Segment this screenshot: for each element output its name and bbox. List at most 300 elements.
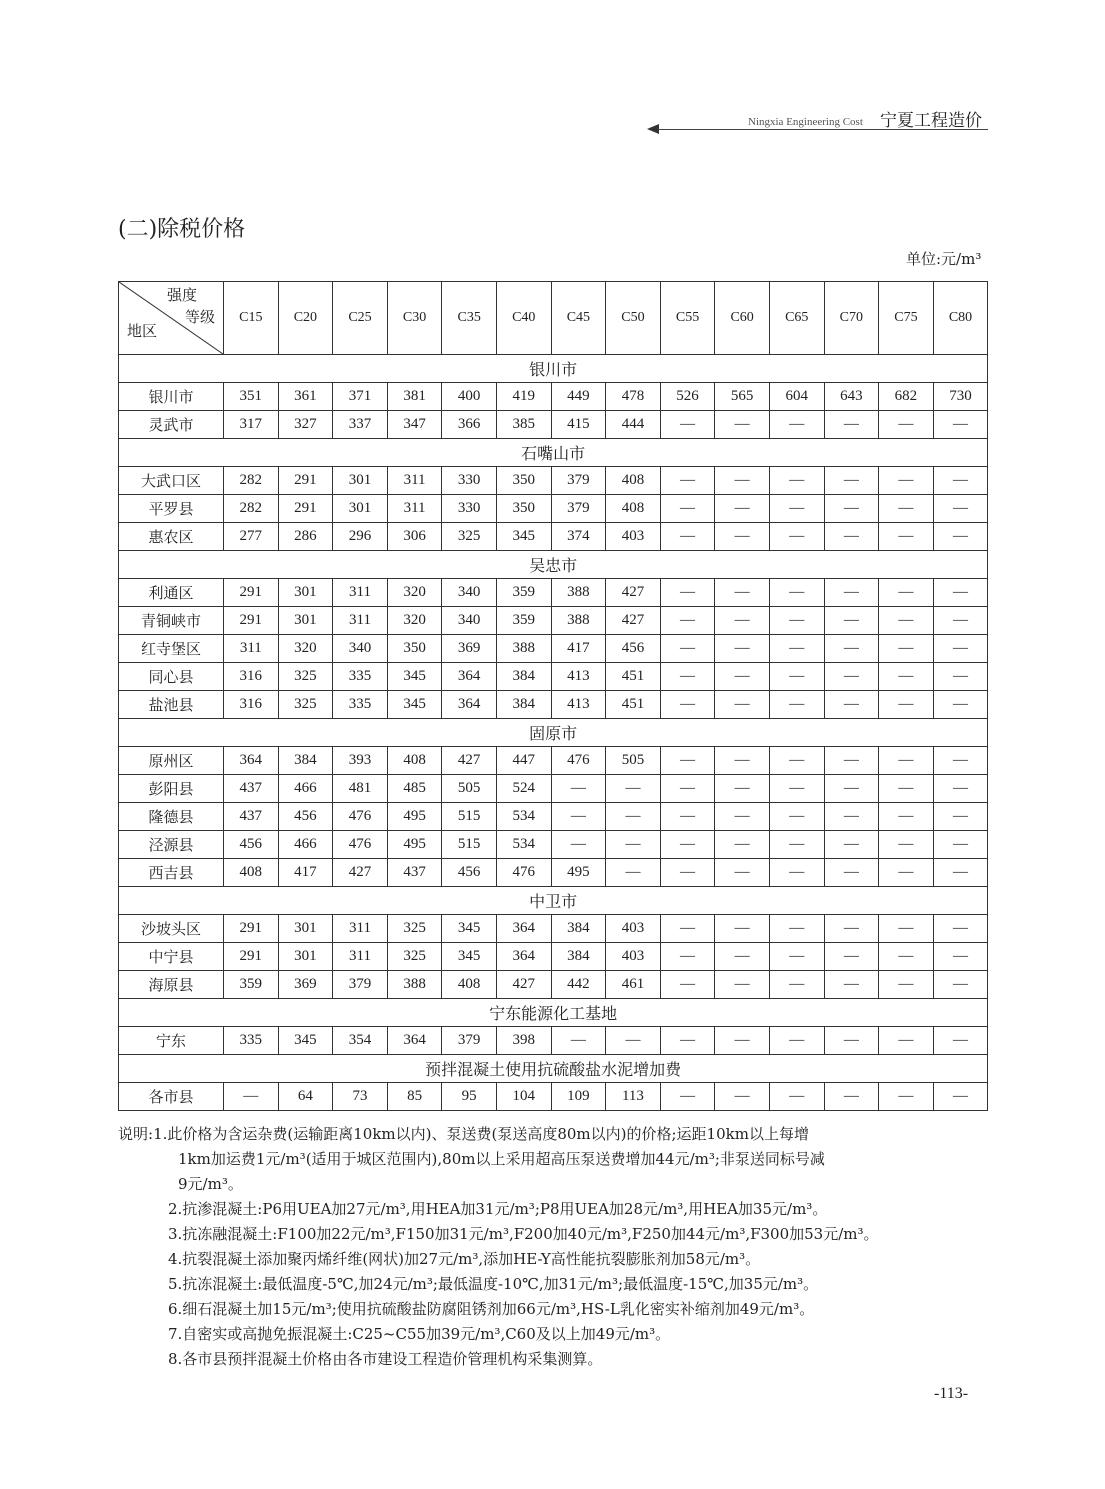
price-cell: 374 bbox=[551, 523, 606, 551]
table-row bbox=[119, 943, 988, 971]
price-cell: 451 bbox=[606, 691, 661, 719]
price-cell: — bbox=[715, 467, 770, 495]
price-cell: — bbox=[715, 523, 770, 551]
area-name-cell: 西吉县 bbox=[119, 859, 224, 887]
area-name-cell: 盐池县 bbox=[119, 691, 224, 719]
price-cell: 350 bbox=[496, 495, 551, 523]
price-cell: 350 bbox=[496, 467, 551, 495]
area-name-cell: 沙坡头区 bbox=[119, 915, 224, 943]
price-cell: — bbox=[933, 607, 988, 635]
price-cell: — bbox=[660, 411, 715, 439]
price-cell: 291 bbox=[278, 467, 333, 495]
corner-grade-label: 等级 bbox=[185, 308, 216, 326]
price-cell: — bbox=[824, 1083, 879, 1111]
price-cell: 335 bbox=[333, 663, 388, 691]
price-cell: 451 bbox=[606, 663, 661, 691]
price-cell: 369 bbox=[442, 635, 497, 663]
price-cell: — bbox=[933, 803, 988, 831]
table-row bbox=[119, 467, 988, 495]
price-cell: 456 bbox=[278, 803, 333, 831]
price-cell: — bbox=[769, 859, 824, 887]
price-cell: 476 bbox=[551, 747, 606, 775]
region-group-row bbox=[119, 887, 988, 915]
price-cell: — bbox=[824, 1027, 879, 1055]
price-cell: — bbox=[660, 607, 715, 635]
price-cell: 415 bbox=[551, 411, 606, 439]
price-cell: 364 bbox=[496, 915, 551, 943]
price-cell: — bbox=[879, 943, 934, 971]
journal-chinese-title: 宁夏工程造价 bbox=[880, 111, 982, 131]
column-header: C45 bbox=[551, 282, 606, 355]
price-cell: 311 bbox=[333, 915, 388, 943]
note-3: 3.抗冻融混凝土:F100加22元/m³,F150加31元/m³,F200加40元/m³,F250加44元/m³,F300加53元/m³。 bbox=[168, 1225, 879, 1243]
price-cell: — bbox=[660, 831, 715, 859]
price-cell: 384 bbox=[278, 747, 333, 775]
note-1-line-2: 1km加运费1元/m³(适用于城区范围内),80m以上采用超高压泵送费增加44元/m³;非泵送同标号减 bbox=[178, 1150, 825, 1168]
price-cell: 340 bbox=[442, 579, 497, 607]
price-cell: 419 bbox=[496, 383, 551, 411]
price-cell: 325 bbox=[387, 943, 442, 971]
price-cell: 413 bbox=[551, 691, 606, 719]
price-cell: — bbox=[769, 411, 824, 439]
price-cell: — bbox=[660, 775, 715, 803]
price-cell: 437 bbox=[224, 803, 279, 831]
corner-strength-label: 强度 bbox=[167, 286, 198, 304]
price-cell: 461 bbox=[606, 971, 661, 999]
note-8: 8.各市县预拌混凝土价格由各市建设工程造价管理机构采集测算。 bbox=[168, 1350, 603, 1368]
price-cell: — bbox=[879, 859, 934, 887]
price-cell: — bbox=[879, 607, 934, 635]
price-cell: — bbox=[551, 803, 606, 831]
area-name-cell: 大武口区 bbox=[119, 467, 224, 495]
price-cell: — bbox=[660, 663, 715, 691]
price-cell: — bbox=[933, 523, 988, 551]
column-header: C30 bbox=[387, 282, 442, 355]
price-cell: — bbox=[660, 691, 715, 719]
price-cell: 495 bbox=[387, 803, 442, 831]
price-cell: 379 bbox=[333, 971, 388, 999]
price-cell: 345 bbox=[496, 523, 551, 551]
note-5: 5.抗冻混凝土:最低温度-5℃,加24元/m³;最低温度-10℃,加31元/m³;最低温度-15℃,加35元/m³。 bbox=[168, 1275, 819, 1293]
price-cell: 495 bbox=[551, 859, 606, 887]
price-cell: 505 bbox=[442, 775, 497, 803]
column-header: C20 bbox=[278, 282, 333, 355]
price-cell: — bbox=[769, 971, 824, 999]
price-cell: 64 bbox=[278, 1083, 333, 1111]
area-name-cell: 利通区 bbox=[119, 579, 224, 607]
note-7: 7.自密实或高抛免振混凝土:C25~C55加39元/m³,C60及以上加49元/m³。 bbox=[168, 1325, 671, 1343]
price-cell: 369 bbox=[278, 971, 333, 999]
price-cell: — bbox=[824, 579, 879, 607]
price-cell: 330 bbox=[442, 495, 497, 523]
price-cell: 364 bbox=[224, 747, 279, 775]
price-cell: 417 bbox=[278, 859, 333, 887]
price-cell: — bbox=[933, 943, 988, 971]
price-cell: 364 bbox=[442, 663, 497, 691]
price-cell: — bbox=[933, 663, 988, 691]
price-cell: 311 bbox=[224, 635, 279, 663]
table-corner-cell bbox=[119, 282, 224, 355]
price-cell: — bbox=[879, 691, 934, 719]
price-cell: 478 bbox=[606, 383, 661, 411]
price-cell: 643 bbox=[824, 383, 879, 411]
area-name-cell: 青铜峡市 bbox=[119, 607, 224, 635]
area-name-cell: 同心县 bbox=[119, 663, 224, 691]
price-cell: — bbox=[715, 1083, 770, 1111]
table-row bbox=[119, 1083, 988, 1111]
price-cell: — bbox=[824, 691, 879, 719]
price-cell: 427 bbox=[496, 971, 551, 999]
price-cell: 359 bbox=[224, 971, 279, 999]
price-cell: — bbox=[769, 747, 824, 775]
price-cell: 327 bbox=[278, 411, 333, 439]
price-cell: 301 bbox=[278, 943, 333, 971]
price-cell: — bbox=[660, 495, 715, 523]
price-cell: 311 bbox=[387, 495, 442, 523]
price-cell: 347 bbox=[387, 411, 442, 439]
price-cell: — bbox=[769, 467, 824, 495]
price-cell: 306 bbox=[387, 523, 442, 551]
price-cell: 442 bbox=[551, 971, 606, 999]
price-cell: 359 bbox=[496, 579, 551, 607]
price-cell: — bbox=[769, 831, 824, 859]
table-header-row bbox=[119, 282, 988, 355]
table-row bbox=[119, 803, 988, 831]
price-cell: — bbox=[715, 607, 770, 635]
price-cell: — bbox=[879, 523, 934, 551]
table-row bbox=[119, 859, 988, 887]
region-group-row bbox=[119, 999, 988, 1027]
price-cell: — bbox=[715, 635, 770, 663]
price-cell: 311 bbox=[333, 943, 388, 971]
area-name-cell: 泾源县 bbox=[119, 831, 224, 859]
price-cell: — bbox=[824, 831, 879, 859]
price-cell: 311 bbox=[333, 579, 388, 607]
price-cell: 325 bbox=[278, 663, 333, 691]
price-cell: 286 bbox=[278, 523, 333, 551]
price-cell: — bbox=[824, 607, 879, 635]
price-cell: — bbox=[879, 915, 934, 943]
price-cell: 296 bbox=[333, 523, 388, 551]
column-header: C65 bbox=[769, 282, 824, 355]
price-cell: 427 bbox=[606, 579, 661, 607]
price-cell: 476 bbox=[333, 831, 388, 859]
region-group-row bbox=[119, 719, 988, 747]
price-cell: — bbox=[715, 663, 770, 691]
price-cell: — bbox=[715, 971, 770, 999]
price-cell: — bbox=[715, 943, 770, 971]
price-cell: — bbox=[824, 915, 879, 943]
price-cell: 447 bbox=[496, 747, 551, 775]
price-cell: 408 bbox=[224, 859, 279, 887]
table-row bbox=[119, 635, 988, 663]
price-cell: — bbox=[551, 775, 606, 803]
price-cell: — bbox=[933, 467, 988, 495]
price-cell: 403 bbox=[606, 915, 661, 943]
table-row bbox=[119, 691, 988, 719]
price-cell: — bbox=[660, 523, 715, 551]
price-cell: — bbox=[824, 663, 879, 691]
price-cell: — bbox=[933, 1083, 988, 1111]
price-cell: 311 bbox=[333, 607, 388, 635]
price-cell: — bbox=[933, 1027, 988, 1055]
price-cell: — bbox=[715, 803, 770, 831]
price-cell: — bbox=[933, 915, 988, 943]
price-cell: 565 bbox=[715, 383, 770, 411]
price-cell: 476 bbox=[496, 859, 551, 887]
price-cell: — bbox=[933, 831, 988, 859]
price-cell: 325 bbox=[442, 523, 497, 551]
area-name-cell: 平罗县 bbox=[119, 495, 224, 523]
price-cell: 379 bbox=[551, 467, 606, 495]
table-row bbox=[119, 1027, 988, 1055]
price-cell: 291 bbox=[224, 607, 279, 635]
area-name-cell: 灵武市 bbox=[119, 411, 224, 439]
price-cell: 427 bbox=[333, 859, 388, 887]
column-header: C50 bbox=[606, 282, 661, 355]
price-cell: 340 bbox=[333, 635, 388, 663]
price-cell: 388 bbox=[551, 579, 606, 607]
area-name-cell: 宁东 bbox=[119, 1027, 224, 1055]
journal-english-title: Ningxia Engineering Cost bbox=[748, 116, 863, 128]
note-1-line-1: 1.此价格为含运杂费(运输距离10km以内)、泵送费(泵送高度80m以内)的价格;运距10km以上每增 bbox=[153, 1125, 809, 1143]
price-cell: — bbox=[769, 1083, 824, 1111]
price-cell: 466 bbox=[278, 775, 333, 803]
price-cell: 388 bbox=[551, 607, 606, 635]
note-1-line-3: 9元/m³。 bbox=[178, 1175, 243, 1193]
price-cell: 282 bbox=[224, 467, 279, 495]
price-cell: — bbox=[879, 775, 934, 803]
price-cell: — bbox=[824, 495, 879, 523]
area-name-cell: 中宁县 bbox=[119, 943, 224, 971]
price-cell: — bbox=[879, 1027, 934, 1055]
region-group-title: 银川市 bbox=[119, 355, 988, 383]
price-cell: 384 bbox=[551, 915, 606, 943]
price-cell: 417 bbox=[551, 635, 606, 663]
price-cell: — bbox=[660, 635, 715, 663]
price-cell: — bbox=[715, 915, 770, 943]
notes-lead: 说明: bbox=[118, 1125, 154, 1143]
price-cell: 384 bbox=[551, 943, 606, 971]
table-row bbox=[119, 495, 988, 523]
table-row bbox=[119, 831, 988, 859]
price-cell: — bbox=[769, 691, 824, 719]
table-row bbox=[119, 579, 988, 607]
price-cell: 456 bbox=[224, 831, 279, 859]
price-cell: 524 bbox=[496, 775, 551, 803]
price-cell: 730 bbox=[933, 383, 988, 411]
price-cell: — bbox=[660, 971, 715, 999]
price-cell: 317 bbox=[224, 411, 279, 439]
price-cell: 456 bbox=[606, 635, 661, 663]
price-cell: 320 bbox=[278, 635, 333, 663]
price-cell: 485 bbox=[387, 775, 442, 803]
price-cell: 437 bbox=[224, 775, 279, 803]
corner-region-label: 地区 bbox=[127, 322, 158, 340]
price-cell: 320 bbox=[387, 607, 442, 635]
price-cell: — bbox=[879, 831, 934, 859]
price-cell: 277 bbox=[224, 523, 279, 551]
notes-block bbox=[118, 1122, 998, 1372]
price-cell: 398 bbox=[496, 1027, 551, 1055]
price-cell: — bbox=[660, 1027, 715, 1055]
price-cell: 408 bbox=[606, 467, 661, 495]
price-cell: 385 bbox=[496, 411, 551, 439]
price-cell: 371 bbox=[333, 383, 388, 411]
price-cell: — bbox=[660, 747, 715, 775]
price-cell: 345 bbox=[387, 691, 442, 719]
price-cell: — bbox=[879, 1083, 934, 1111]
price-cell: 515 bbox=[442, 831, 497, 859]
price-cell: — bbox=[660, 467, 715, 495]
price-cell: — bbox=[769, 803, 824, 831]
price-cell: — bbox=[769, 495, 824, 523]
price-cell: — bbox=[606, 775, 661, 803]
price-cell: 381 bbox=[387, 383, 442, 411]
area-name-cell: 红寺堡区 bbox=[119, 635, 224, 663]
price-cell: 682 bbox=[879, 383, 934, 411]
area-name-cell: 银川市 bbox=[119, 383, 224, 411]
price-cell: — bbox=[933, 691, 988, 719]
price-cell: — bbox=[879, 467, 934, 495]
region-group-row bbox=[119, 551, 988, 579]
column-header: C70 bbox=[824, 282, 879, 355]
price-cell: 456 bbox=[442, 859, 497, 887]
price-cell: 345 bbox=[387, 663, 442, 691]
price-cell: — bbox=[879, 579, 934, 607]
price-cell: — bbox=[879, 663, 934, 691]
price-cell: — bbox=[769, 635, 824, 663]
region-group-title: 宁东能源化工基地 bbox=[119, 999, 988, 1027]
price-cell: — bbox=[715, 691, 770, 719]
price-cell: — bbox=[933, 411, 988, 439]
price-cell: 379 bbox=[442, 1027, 497, 1055]
price-cell: 384 bbox=[496, 691, 551, 719]
price-cell: 526 bbox=[660, 383, 715, 411]
price-cell: 408 bbox=[442, 971, 497, 999]
price-cell: 403 bbox=[606, 943, 661, 971]
price-cell: 505 bbox=[606, 747, 661, 775]
price-cell: — bbox=[824, 971, 879, 999]
price-cell: — bbox=[933, 971, 988, 999]
price-cell: 95 bbox=[442, 1083, 497, 1111]
price-cell: — bbox=[715, 859, 770, 887]
column-header: C40 bbox=[496, 282, 551, 355]
table-row bbox=[119, 607, 988, 635]
price-cell: 364 bbox=[387, 1027, 442, 1055]
price-cell: — bbox=[715, 1027, 770, 1055]
price-cell: — bbox=[769, 943, 824, 971]
price-cell: 301 bbox=[333, 467, 388, 495]
price-cell: 345 bbox=[442, 943, 497, 971]
note-4: 4.抗裂混凝土添加聚丙烯纤维(网状)加27元/m³,添加HE-Y高性能抗裂膨胀剂加58元/m³。 bbox=[168, 1250, 761, 1268]
price-cell: 437 bbox=[387, 859, 442, 887]
unit-label: 单位:元/m³ bbox=[906, 250, 982, 268]
price-cell: — bbox=[660, 943, 715, 971]
price-cell: — bbox=[824, 859, 879, 887]
price-cell: — bbox=[551, 831, 606, 859]
price-cell: 379 bbox=[551, 495, 606, 523]
table-row bbox=[119, 971, 988, 999]
price-cell: — bbox=[879, 971, 934, 999]
price-cell: 388 bbox=[387, 971, 442, 999]
price-cell: — bbox=[933, 775, 988, 803]
area-name-cell: 各市县 bbox=[119, 1083, 224, 1111]
price-cell: — bbox=[769, 523, 824, 551]
price-cell: 325 bbox=[278, 691, 333, 719]
price-cell: — bbox=[715, 579, 770, 607]
price-cell: 366 bbox=[442, 411, 497, 439]
area-name-cell: 惠农区 bbox=[119, 523, 224, 551]
price-cell: 301 bbox=[278, 607, 333, 635]
price-cell: 345 bbox=[442, 915, 497, 943]
price-cell: 481 bbox=[333, 775, 388, 803]
price-cell: 400 bbox=[442, 383, 497, 411]
note-6: 6.细石混凝土加15元/m³;使用抗硫酸盐防腐阻锈剂加66元/m³,HS-L乳化密实补缩剂加49元/m³。 bbox=[168, 1300, 815, 1318]
price-cell: — bbox=[879, 495, 934, 523]
price-cell: — bbox=[660, 859, 715, 887]
price-cell: 301 bbox=[333, 495, 388, 523]
price-cell: 73 bbox=[333, 1083, 388, 1111]
price-cell: 282 bbox=[224, 495, 279, 523]
table-row bbox=[119, 747, 988, 775]
note-2: 2.抗渗混凝土:P6用UEA加27元/m³,用HEA加31元/m³;P8用UEA加28元/m³,用HEA加35元/m³。 bbox=[168, 1200, 828, 1218]
price-cell: 403 bbox=[606, 523, 661, 551]
price-cell: — bbox=[933, 495, 988, 523]
price-cell: — bbox=[660, 579, 715, 607]
area-name-cell: 原州区 bbox=[119, 747, 224, 775]
region-group-row bbox=[119, 355, 988, 383]
price-cell: 604 bbox=[769, 383, 824, 411]
region-group-row bbox=[119, 1055, 988, 1083]
price-cell: 427 bbox=[442, 747, 497, 775]
table-body bbox=[119, 355, 988, 1111]
price-cell: 361 bbox=[278, 383, 333, 411]
price-cell: — bbox=[715, 747, 770, 775]
column-header: C15 bbox=[224, 282, 279, 355]
price-cell: 466 bbox=[278, 831, 333, 859]
price-cell: 534 bbox=[496, 803, 551, 831]
price-cell: — bbox=[933, 859, 988, 887]
price-cell: 85 bbox=[387, 1083, 442, 1111]
price-cell: 291 bbox=[278, 495, 333, 523]
price-cell: 325 bbox=[387, 915, 442, 943]
price-cell: 534 bbox=[496, 831, 551, 859]
table-row bbox=[119, 775, 988, 803]
column-header: C55 bbox=[660, 282, 715, 355]
area-name-cell: 隆德县 bbox=[119, 803, 224, 831]
price-cell: 330 bbox=[442, 467, 497, 495]
price-cell: 340 bbox=[442, 607, 497, 635]
region-group-title: 中卫市 bbox=[119, 887, 988, 915]
price-cell: 335 bbox=[224, 1027, 279, 1055]
price-cell: 515 bbox=[442, 803, 497, 831]
price-cell: 408 bbox=[387, 747, 442, 775]
region-group-title: 石嘴山市 bbox=[119, 439, 988, 467]
price-cell: — bbox=[769, 663, 824, 691]
price-cell: 335 bbox=[333, 691, 388, 719]
price-cell: 113 bbox=[606, 1083, 661, 1111]
price-cell: 316 bbox=[224, 663, 279, 691]
price-cell: — bbox=[769, 915, 824, 943]
table-row bbox=[119, 663, 988, 691]
table-row bbox=[119, 915, 988, 943]
price-cell: 351 bbox=[224, 383, 279, 411]
price-cell: — bbox=[933, 747, 988, 775]
price-cell: 495 bbox=[387, 831, 442, 859]
price-cell: — bbox=[551, 1027, 606, 1055]
price-cell: 350 bbox=[387, 635, 442, 663]
